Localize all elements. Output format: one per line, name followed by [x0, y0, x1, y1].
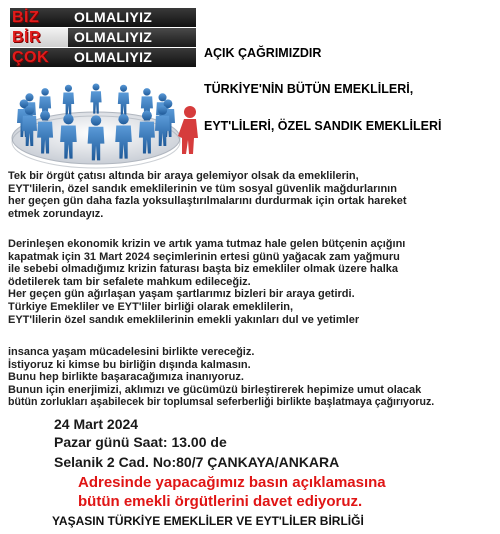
heading-line-3: EYT'LİLERİ, ÖZEL SANDIK EMEKLİLERİ: [204, 119, 442, 133]
paragraph-line: kapatmak için 31 Mart 2024 seçimlerinin ertesi günü yağacak zam yağmuru: [8, 250, 400, 263]
paragraph-line: ödetilerek tam bir sefalete mahkum edileceğiz.: [8, 275, 251, 288]
heading-line-1: AÇIK ÇAĞRIMIZDIR: [204, 46, 322, 60]
person-figure: [118, 85, 129, 116]
paragraph-line: ile sebebi olmadığımız krizin faturası başta biz emekliler olmak üzere halka: [8, 263, 399, 276]
paragraph-line: EYT'lilerin özel sandık emeklilerinin emekli yakınları dul ve yetimler: [8, 313, 360, 326]
banner-key-2: BİR: [10, 28, 68, 47]
banner-row-1: [10, 8, 196, 27]
paragraph-line: İstiyoruz ki kimse bu birliğin dışında kalmasın.: [8, 358, 251, 371]
paragraph-line: etmek zorundayız.: [8, 207, 104, 220]
paragraph-3: [8, 346, 496, 409]
invite-line-1: Adresinde yapacağımız basın açıklamasına: [78, 474, 386, 491]
paragraph-2: [8, 238, 496, 326]
banner-word-1: OLMALIYIZ: [68, 8, 196, 27]
banner-row-3: [10, 48, 196, 67]
paragraph-line: Bunun için enerjimizi, aklımızı ve gücümüzü birleştirerek hepimize umut olacak: [8, 383, 422, 396]
banner-row-2: [10, 28, 196, 47]
banner-key-3: ÇOK: [10, 48, 68, 67]
paragraph-line: Türkiye Emekliler ve EYT'liler birliği olarak emeklilerin,: [8, 300, 294, 313]
banner-key-1: BİZ: [10, 8, 68, 27]
paragraph-1: [8, 170, 496, 220]
paragraph-line: Derinleşen ekonomik krizin ve artık yama tutmaz hale gelen bütçenin açığını: [8, 238, 406, 250]
banner-word-3: OLMALIYIZ: [68, 48, 196, 67]
event-date: 24 Mart 2024: [54, 416, 139, 432]
paragraph-line: insanca yaşam mücadelesini birlikte vereceğiz.: [8, 346, 255, 358]
paragraph-line: bütün zorlukları aşabilecek bir toplumsal seferberliği birlikte başlatmaya çağırıyoruz.: [8, 396, 435, 409]
invite-line-2: bütün emekli örgütlerini davet ediyoruz.: [78, 493, 363, 510]
paragraph-line: EYT'lilerin, özel sandık emeklilerinin ve tüm sosyal güvenlik mağdurlarının: [8, 182, 397, 195]
paragraph-line: Tek bir örgüt çatısı altında bir araya gelemiyor olsak da emeklilerin,: [8, 170, 359, 182]
people-circle-icon: [8, 68, 204, 172]
slogan-banner: [10, 8, 196, 68]
person-figure: [63, 85, 74, 116]
paragraph-line: Bunu hep birlikte başaracağımıza inanıyoruz.: [8, 371, 244, 384]
closing-slogan: YAŞASIN TÜRKİYE EMEKLİLER VE EYT'LİLER BİRLİĞİ: [52, 514, 364, 528]
paragraph-line: her geçen gün daha fazla yoksullaştırılmalarını durdurmak için ortak hareket: [8, 195, 407, 208]
paragraph-line: Her geçen gün ağırlaşan yaşam şartlarımız bizleri bir araya getirdi.: [8, 288, 355, 301]
event-address: Selanik 2 Cad. No:80/7 ÇANKAYA/ANKARA: [54, 454, 340, 470]
banner-word-2: OLMALIYIZ: [68, 28, 196, 47]
person-figure: [90, 84, 101, 114]
event-time: Pazar günü Saat: 13.00 de: [54, 434, 227, 450]
heading-line-2: TÜRKİYE'NİN BÜTÜN EMEKLİLERİ,: [204, 82, 414, 96]
